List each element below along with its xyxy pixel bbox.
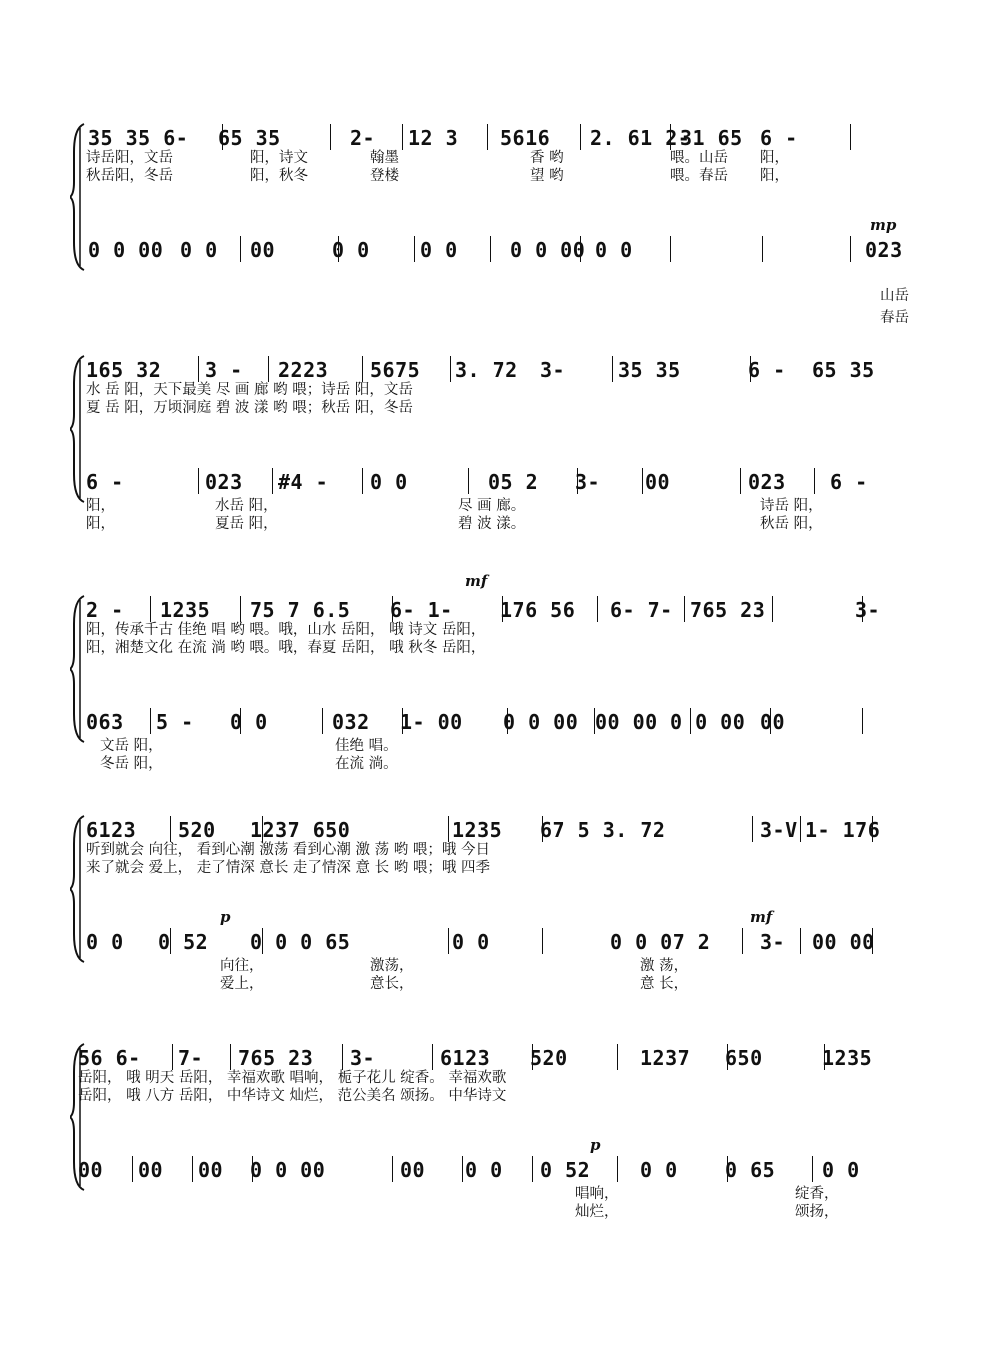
upper-notes-2: 7-	[178, 1046, 204, 1070]
upper-barline-5	[612, 356, 613, 382]
lower-notes-2: 00	[138, 1158, 164, 1182]
lower-lyric-line1-4: 诗岳 阳，	[760, 498, 823, 514]
lower-notes-7: 00 00	[595, 710, 658, 734]
lower-notes-9: 0 65	[725, 1158, 776, 1182]
upper-notes-2: 65 35	[218, 126, 281, 150]
lower-barline-6	[642, 468, 643, 494]
upper-barline-4	[542, 816, 543, 842]
lower-notes-6: 0 0 00	[510, 238, 586, 262]
lower-notes-4: 0 0 00	[250, 1158, 326, 1182]
upper-barline-8	[862, 596, 863, 622]
upper-notes-3: 75 7 6.5	[250, 598, 351, 622]
upper-notes-7: 31 65	[680, 126, 743, 150]
lower-notes-8: 0 0	[640, 1158, 678, 1182]
lower-barline-4	[402, 708, 403, 734]
upper-barline-1	[170, 816, 171, 842]
lower-barline-4	[542, 928, 543, 954]
lower-barline-1	[240, 236, 241, 262]
lower-lyric-line2-2: 夏岳 阳，	[215, 516, 278, 532]
lower-barline-1	[170, 928, 171, 954]
lower-barline-6	[800, 928, 801, 954]
dynamic-marking: mp	[870, 216, 897, 234]
upper-barline-7	[727, 1044, 728, 1070]
upper-lyric-line1-1: 诗岳阳，文岳	[86, 150, 173, 166]
upper-notes-5: 5616	[500, 126, 551, 150]
lower-barline-5	[742, 928, 743, 954]
upper-barline-4	[487, 124, 488, 150]
lower-notes-2: 5 -	[156, 710, 194, 734]
lower-notes-1: 0 0 00	[88, 238, 164, 262]
upper-barline-3	[392, 596, 393, 622]
upper-notes-3: 2223	[278, 358, 329, 382]
lower-notes-8: 023	[865, 238, 903, 262]
upper-barline-4	[450, 356, 451, 382]
upper-barline-1	[222, 124, 223, 150]
lower-notes-4: 032	[332, 710, 370, 734]
lower-lyric-line2-3: 意 长，	[640, 976, 689, 992]
lower-lyric-line2-4: 秋岳 阳，	[760, 516, 823, 532]
lower-lyric-line1-2: 绽香，	[795, 1186, 839, 1202]
dynamic-marking: mf	[750, 908, 773, 926]
lower-notes-4: 0 0	[332, 238, 370, 262]
upper-barline-4	[502, 596, 503, 622]
upper-notes-5: 3. 72	[455, 358, 518, 382]
lower-barline-1	[150, 708, 151, 734]
upper-notes-7: 35 35	[618, 358, 681, 382]
upper-notes-9: 65 35	[812, 358, 875, 382]
lower-notes-6: 3-	[575, 470, 601, 494]
upper-barline-8	[824, 1044, 825, 1070]
lower-notes-2: 023	[205, 470, 243, 494]
upper-notes-1: 6123	[86, 818, 137, 842]
upper-notes-6: 6- 7-	[610, 598, 673, 622]
lower-notes-3: 00	[198, 1158, 224, 1182]
upper-notes-3: 2-	[350, 126, 376, 150]
upper-barline-5	[752, 816, 753, 842]
lower-barline-2	[262, 928, 263, 954]
upper-notes-7: 1237	[640, 1046, 691, 1070]
lower-lyric-line2-2: 意长，	[370, 976, 414, 992]
upper-barline-2	[268, 356, 269, 382]
lower-lyric-line2-1: 爱上，	[220, 976, 264, 992]
lower-notes-2: 0 52	[158, 930, 209, 954]
upper-notes-4: 12 3	[408, 126, 459, 150]
lower-notes-7: 0 0	[595, 238, 633, 262]
lower-barline-5	[462, 1156, 463, 1182]
lower-barline-2	[240, 708, 241, 734]
lower-barline-2	[272, 468, 273, 494]
lower-lyric-line2-1: 阳，	[86, 516, 115, 532]
lower-notes-6: 3-	[760, 930, 786, 954]
upper-lyric-line2-1: 岳阳， 哦 八方 岳阳， 中华诗文 灿烂， 范公美名 颂扬。 中华诗文	[78, 1088, 507, 1104]
upper-lyric-line2-3: 登楼	[370, 168, 399, 184]
upper-notes-8: 6 -	[760, 126, 798, 150]
lower-lyric-line2-2: 颂扬，	[795, 1204, 839, 1220]
lower-lyric-line1-1: 文岳 阳，	[100, 738, 163, 754]
lower-barline-6	[670, 236, 671, 262]
upper-barline-2	[240, 596, 241, 622]
lower-barline-6	[594, 708, 595, 734]
lower-barline-3	[448, 928, 449, 954]
lower-lyric-line1-1: 向往，	[220, 958, 264, 974]
upper-barline-2	[230, 1044, 231, 1070]
lower-notes-8: 023	[748, 470, 786, 494]
upper-lyric-line2-1: 夏 岳 阳，万顷洞庭 碧 波 漾 哟 喂；秋岳 阳，冬岳	[86, 400, 413, 416]
lower-notes-6: 0 0	[465, 1158, 503, 1182]
upper-lyric-line2-4: 望 哟	[530, 168, 564, 184]
lower-notes-1: 063	[86, 710, 124, 734]
lower-barline-5	[577, 468, 578, 494]
lower-lyric-line1-2: 佳绝 唱。	[335, 738, 398, 754]
upper-lyric-line2-2: 阳，秋冬	[250, 168, 308, 184]
upper-notes-7: 765 23	[690, 598, 766, 622]
lower-notes-9: 6 -	[830, 470, 868, 494]
lower-barline-8	[850, 236, 851, 262]
system-brace	[70, 122, 88, 272]
lower-notes-4: 0 0	[370, 470, 408, 494]
lower-lyric-line2-3: 碧 波 漾。	[458, 516, 526, 532]
upper-lyric-line2-5: 喂。春岳	[670, 168, 728, 184]
upper-notes-4: 5675	[370, 358, 421, 382]
upper-notes-6: 2. 61 2-	[590, 126, 691, 150]
upper-lyric-line1-2: 阳，诗文	[250, 150, 308, 166]
lower-lyric-line2-1: 灿烂，	[575, 1204, 619, 1220]
lower-barline-4	[468, 468, 469, 494]
upper-notes-1: 35 35 6-	[88, 126, 189, 150]
upper-lyric-line1-3: 翰墨	[370, 150, 399, 166]
music-system-5	[70, 1040, 932, 1220]
lower-notes-10: 0 0	[822, 1158, 860, 1182]
lower-barline-4	[490, 236, 491, 262]
lower-barline-3	[362, 468, 363, 494]
lower-lyric-line2-1: 冬岳 阳，	[100, 756, 163, 772]
lower-lyric-line2-1: 春岳	[880, 310, 909, 326]
upper-notes-2: 3 -	[205, 358, 243, 382]
upper-barline-3	[342, 1044, 343, 1070]
upper-barline-3	[362, 356, 363, 382]
upper-notes-6: 3-	[540, 358, 566, 382]
lower-barline-2	[338, 236, 339, 262]
upper-lyric-line2-1: 来了就会 爱上， 走了情深 意长 走了情深 意 长 哟 喂；哦 四季	[86, 860, 490, 876]
upper-barline-1	[198, 356, 199, 382]
lower-notes-8: 0 0 00	[670, 710, 746, 734]
lower-lyric-line1-3: 激 荡，	[640, 958, 689, 974]
upper-barline-5	[580, 124, 581, 150]
upper-lyric-line1-1: 水 岳 阳，天下最美 尽 画 廊 哟 喂；诗岳 阳，文岳	[86, 382, 413, 398]
upper-lyric-line1-4: 香 哟	[530, 150, 564, 166]
lower-notes-1: 00	[78, 1158, 104, 1182]
upper-barline-3	[402, 124, 403, 150]
lower-barline-7	[617, 1156, 618, 1182]
upper-barline-6	[617, 1044, 618, 1070]
lower-notes-1: 6 -	[86, 470, 124, 494]
dynamic-marking: p	[220, 908, 231, 926]
lower-barline-7	[740, 468, 741, 494]
lower-barline-3	[252, 1156, 253, 1182]
lower-notes-7: 0 52	[540, 1158, 591, 1182]
lower-notes-3: 0 0 0 65	[250, 930, 351, 954]
upper-barline-5	[597, 596, 598, 622]
upper-notes-8: 650	[725, 1046, 763, 1070]
upper-lyric-line2-1: 阳，湘楚文化 在流 淌 哟 喂。哦，春夏 岳阳， 哦 秋冬 岳阳，	[86, 640, 486, 656]
lower-barline-9	[812, 1156, 813, 1182]
upper-barline-6	[750, 356, 751, 382]
lower-lyric-line1-1: 山岳	[880, 288, 909, 304]
lower-barline-3	[322, 708, 323, 734]
lower-notes-3: 00	[250, 238, 276, 262]
lower-notes-5: 0 0 07 2	[610, 930, 711, 954]
lower-barline-7	[762, 236, 763, 262]
upper-barline-2	[330, 124, 331, 150]
upper-lyric-line1-1: 岳阳， 哦 明天 岳阳， 幸福欢歌 唱响， 栀子花儿 绽香。 幸福欢歌	[78, 1070, 507, 1086]
upper-lyric-line1-1: 阳，传承千古 佳绝 唱 哟 喂。哦，山水 岳阳， 哦 诗文 岳阳，	[86, 622, 486, 638]
lower-barline-7	[690, 708, 691, 734]
lower-lyric-line1-3: 尽 画 廊。	[458, 498, 526, 514]
upper-notes-2: 520	[178, 818, 216, 842]
upper-notes-2: 1235	[160, 598, 211, 622]
upper-notes-8: 3-	[855, 598, 881, 622]
lower-barline-2	[192, 1156, 193, 1182]
lower-lyric-line1-2: 激荡，	[370, 958, 414, 974]
upper-notes-5: 176 56	[500, 598, 576, 622]
upper-notes-6: 520	[530, 1046, 568, 1070]
upper-notes-5: 67 5 3. 72	[540, 818, 666, 842]
lower-notes-9: 00	[760, 710, 786, 734]
music-system-2	[70, 352, 932, 532]
upper-notes-5: 6123	[440, 1046, 491, 1070]
upper-barline-6	[670, 124, 671, 150]
lower-notes-5: 00	[400, 1158, 426, 1182]
upper-lyric-line1-6: 阳，	[760, 150, 789, 166]
music-system-3	[70, 572, 932, 772]
upper-barline-6	[800, 816, 801, 842]
lower-notes-4: 0 0	[452, 930, 490, 954]
lower-barline-5	[580, 236, 581, 262]
lower-barline-1	[132, 1156, 133, 1182]
lower-lyric-line1-2: 水岳 阳，	[215, 498, 278, 514]
lower-notes-7: 00 00	[812, 930, 875, 954]
lower-notes-1: 0 0	[86, 930, 124, 954]
lower-barline-8	[814, 468, 815, 494]
lower-barline-7	[872, 928, 873, 954]
upper-notes-4: 3-	[350, 1046, 376, 1070]
upper-barline-7	[872, 816, 873, 842]
upper-notes-9: 1235	[822, 1046, 873, 1070]
music-system-1	[70, 120, 932, 326]
lower-barline-8	[727, 1156, 728, 1182]
lower-barline-4	[392, 1156, 393, 1182]
lower-notes-5: 0 0	[420, 238, 458, 262]
lower-barline-3	[414, 236, 415, 262]
upper-barline-1	[172, 1044, 173, 1070]
lower-notes-5: 05 2	[488, 470, 539, 494]
lower-notes-5: 1- 00	[400, 710, 463, 734]
upper-barline-5	[532, 1044, 533, 1070]
upper-notes-4: 6- 1-	[390, 598, 453, 622]
lower-barline-8	[770, 708, 771, 734]
upper-notes-7: 1- 176	[805, 818, 881, 842]
upper-barline-6	[684, 596, 685, 622]
lower-lyric-line1-1: 阳，	[86, 498, 115, 514]
lower-barline-6	[532, 1156, 533, 1182]
lower-notes-7: 00	[645, 470, 671, 494]
lower-barline-1	[198, 468, 199, 494]
lower-barline-9	[862, 708, 863, 734]
upper-notes-8: 6 -	[748, 358, 786, 382]
lower-lyric-line1-1: 唱响，	[575, 1186, 619, 1202]
lower-notes-2: 0 0	[180, 238, 218, 262]
upper-notes-1: 56 6-	[78, 1046, 141, 1070]
lower-lyric-line2-2: 在流 淌。	[335, 756, 398, 772]
upper-lyric-line2-6: 阳，	[760, 168, 789, 184]
dynamic-marking: p	[590, 1136, 601, 1154]
lower-notes-6: 0 0 00	[503, 710, 579, 734]
upper-notes-1: 2 -	[86, 598, 124, 622]
upper-barline-3	[448, 816, 449, 842]
lower-notes-3: 0 0	[230, 710, 268, 734]
lower-notes-3: #4 -	[278, 470, 329, 494]
upper-lyric-line1-1: 听到就会 向往， 看到心潮 激荡 看到心潮 激 荡 哟 喂；哦 今日	[86, 842, 490, 858]
upper-notes-4: 1235	[452, 818, 503, 842]
upper-notes-6: 3-V	[760, 818, 798, 842]
upper-barline-2	[262, 816, 263, 842]
music-system-4	[70, 812, 932, 992]
lower-barline-5	[507, 708, 508, 734]
upper-barline-4	[432, 1044, 433, 1070]
upper-notes-3: 1237 650	[250, 818, 351, 842]
upper-barline-1	[150, 596, 151, 622]
upper-lyric-line2-1: 秋岳阳，冬岳	[86, 168, 173, 184]
upper-notes-3: 765 23	[238, 1046, 314, 1070]
dynamic-marking: mf	[465, 572, 488, 590]
upper-barline-7	[850, 124, 851, 150]
upper-barline-7	[772, 596, 773, 622]
upper-lyric-line1-5: 喂。山岳	[670, 150, 728, 166]
upper-notes-1: 165 32	[86, 358, 162, 382]
